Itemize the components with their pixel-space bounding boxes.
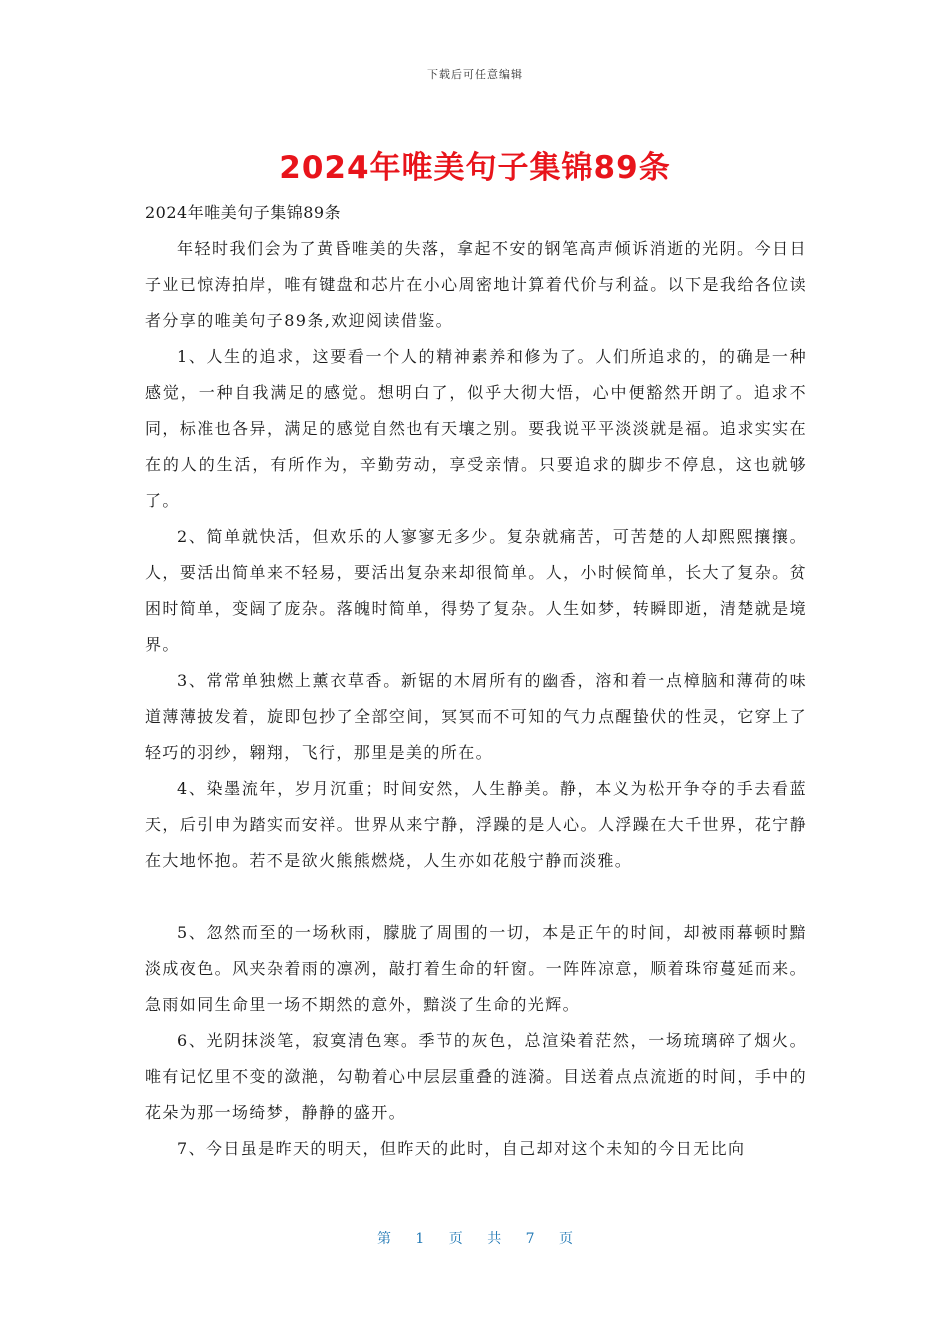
footer-total-unit: 页: [559, 1231, 574, 1247]
header-note: 下载后可任意编辑: [427, 68, 523, 81]
footer-page-unit: 页: [448, 1231, 463, 1247]
paragraph-item-6: 6、光阴抹淡笔，寂寞清色寒。季节的灰色，总渲染着茫然，一场琉璃碎了烟火。唯有记忆里不变的潋滟，勾勒着心中层层重叠的涟漪。目送着点点流逝的时间，手中的花朵为那一场绮梦，静静的盛开。: [145, 1031, 807, 1122]
paragraph-item-3: 3、常常单独燃上薰衣草香。新锯的木屑所有的幽香，溶和着一点樟脑和薄荷的味道薄薄披发着，旋即包抄了全部空间，冥冥而不可知的气力点醒蛰伏的性灵，它穿上了轻巧的羽纱，翱翔，飞行，那里是美的所在。: [145, 671, 807, 762]
document-title: 2024年唯美句子集锦89条: [279, 150, 671, 186]
document-body: [145, 195, 807, 1167]
footer-page-label: 第: [376, 1231, 391, 1247]
paragraph-gap: [145, 879, 807, 915]
paragraph-item-4: 4、染墨流年，岁月沉重；时间安然，人生静美。静，本义为松开争夺的手去看蓝天，后引申为踏实而安祥。世界从来宁静，浮躁的是人心。人浮躁在大千世界，花宁静在大地怀抱。若不是欲火熊熊燃烧，人生亦如花般宁静而淡雅。: [145, 779, 807, 870]
footer-total-pages: 7: [525, 1231, 535, 1247]
footer-total-label: 共: [487, 1231, 502, 1247]
page-footer: [0, 1228, 950, 1248]
intro-paragraph: 年轻时我们会为了黄昏唯美的失落，拿起不安的钢笔高声倾诉消逝的光阴。今日日子业已惊涛拍岸，唯有键盘和芯片在小心周密地计算着代价与利益。以下是我给各位读者分享的唯美句子89条,欢迎阅读借鉴。: [145, 239, 807, 330]
document-subtitle: 2024年唯美句子集锦89条: [145, 203, 342, 222]
paragraph-item-5: 5、忽然而至的一场秋雨，朦胧了周围的一切，本是正午的时间，却被雨幕顿时黯淡成夜色。风夹杂着雨的凛冽，敲打着生命的轩窗。一阵阵凉意，顺着珠帘蔓延而来。急雨如同生命里一场不期然的意外，黯淡了生命的光辉。: [145, 923, 807, 1014]
paragraph-item-1: 1、人生的追求，这要看一个人的精神素养和修为了。人们所追求的，的确是一种感觉，一种自我满足的感觉。想明白了，似乎大彻大悟，心中便豁然开朗了。追求不同，标准也各异，满足的感觉自然也有天壤之别。要我说平平淡淡就是福。追求实实在在的人的生活，有所作为，辛勤劳动，享受亲情。只要追求的脚步不停息，这也就够了。: [145, 347, 807, 510]
footer-page-number: 1: [415, 1231, 425, 1247]
paragraph-item-7: 7、今日虽是昨天的明天，但昨天的此时，自己却对这个未知的今日无比向: [177, 1139, 746, 1158]
paragraph-item-2: 2、简单就快活，但欢乐的人寥寥无多少。复杂就痛苦，可苦楚的人却熙熙攘攘。人，要活出简单来不轻易，要活出复杂来却很简单。人，小时候简单，长大了复杂。贫困时简单，变阔了庞杂。落魄时简单，得势了复杂。人生如梦，转瞬即逝，清楚就是境界。: [145, 527, 807, 654]
